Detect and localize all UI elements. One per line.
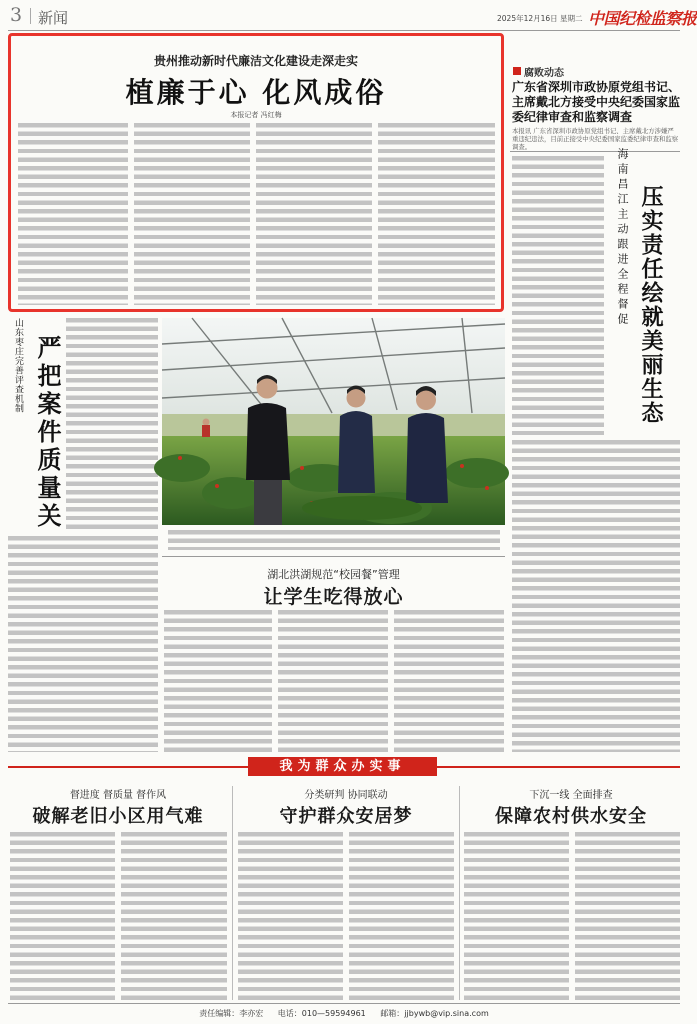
footer-editor: 责任编辑：李亦宏 [199, 1009, 264, 1018]
body-text-block [378, 123, 495, 305]
bottom-story-2-kicker: 分类研判 协同联动 [304, 790, 388, 801]
body-text-block [66, 318, 158, 530]
body-text-block [256, 123, 372, 305]
column-divider [459, 786, 460, 1000]
body-text-block [278, 610, 388, 752]
column-divider [232, 786, 233, 1000]
header-rule [8, 30, 680, 31]
masthead-logo: 中国纪检监察报 [588, 9, 697, 28]
body-text-block [134, 123, 250, 305]
section-name: 新闻 [38, 9, 69, 27]
header-separator [30, 8, 31, 24]
shandong-story-kicker: 山东枣庄完善评查机制 [13, 318, 23, 413]
background-worker [202, 419, 210, 438]
column-banner: 我为群众办实事 [248, 757, 437, 776]
hainan-story-title: 压实责任绘就美丽生态 [638, 185, 664, 425]
photo-caption-text [168, 530, 500, 550]
body-text-block [512, 156, 604, 435]
bottom-story-1-kicker: 督进度 督质量 督作风 [69, 790, 167, 801]
bottom-story-2-title: 守护群众安居梦 [279, 806, 413, 827]
body-text-block [464, 832, 569, 1000]
body-text-block [394, 610, 504, 752]
body-text-block [164, 610, 272, 752]
section-marker-icon [513, 67, 521, 75]
hubei-story-kicker: 湖北洪湖规范“校园餐”管理 [267, 568, 400, 581]
foreground-foliage [302, 496, 422, 520]
lead-story-kicker: 贵州推动新时代廉洁文化建设走深走实 [153, 54, 358, 68]
bottom-story-3-kicker: 下沉一线 全面排查 [529, 790, 613, 801]
corruption-news-title: 广东省深圳市政协原党组书记、主席戴北方接受中央纪委国家监委纪律审查和监察调查 [512, 80, 681, 124]
footer [8, 1008, 680, 1019]
body-text-block [238, 832, 343, 1000]
body-text-block [18, 123, 128, 305]
bottom-story-3-title: 保障农村供水安全 [495, 806, 647, 827]
page-number: 3 [10, 4, 23, 26]
body-text-block [121, 832, 227, 1000]
body-text-block [512, 440, 680, 752]
body-text-block [8, 536, 158, 752]
hainan-story-kicker: 海南昌江主动跟进全程督促 [616, 148, 629, 328]
corruption-news-body: 本报讯 广东省深圳市政协原党组书记、主席戴北方涉嫌严重违纪违法，目前正接受中央纪委国家监委纪律审查和监察调查。 [512, 127, 679, 152]
section-divider [162, 556, 505, 557]
news-photo [162, 318, 505, 525]
footer-email: 邮箱：jjbywb@vip.sina.com [380, 1009, 489, 1018]
body-text-block [575, 832, 680, 1000]
footer-rule [8, 1003, 680, 1004]
corruption-news-label: 腐败动态 [524, 68, 564, 79]
body-text-block [10, 832, 115, 1000]
hubei-story-title: 让学生吃得放心 [263, 586, 404, 608]
body-text-block [349, 832, 454, 1000]
issue-date: 2025年12月16日 星期二 [497, 14, 583, 23]
section-divider [510, 151, 680, 152]
bottom-story-1-title: 破解老旧小区用气难 [32, 806, 204, 827]
lead-story-title: 植廉于心 化风成俗 [125, 76, 387, 109]
shandong-story-title: 严把案件质量关 [33, 335, 62, 531]
footer-phone: 电话：010—59594961 [277, 1009, 366, 1018]
lead-story-byline: 本报记者 冯红梅 [230, 111, 282, 119]
